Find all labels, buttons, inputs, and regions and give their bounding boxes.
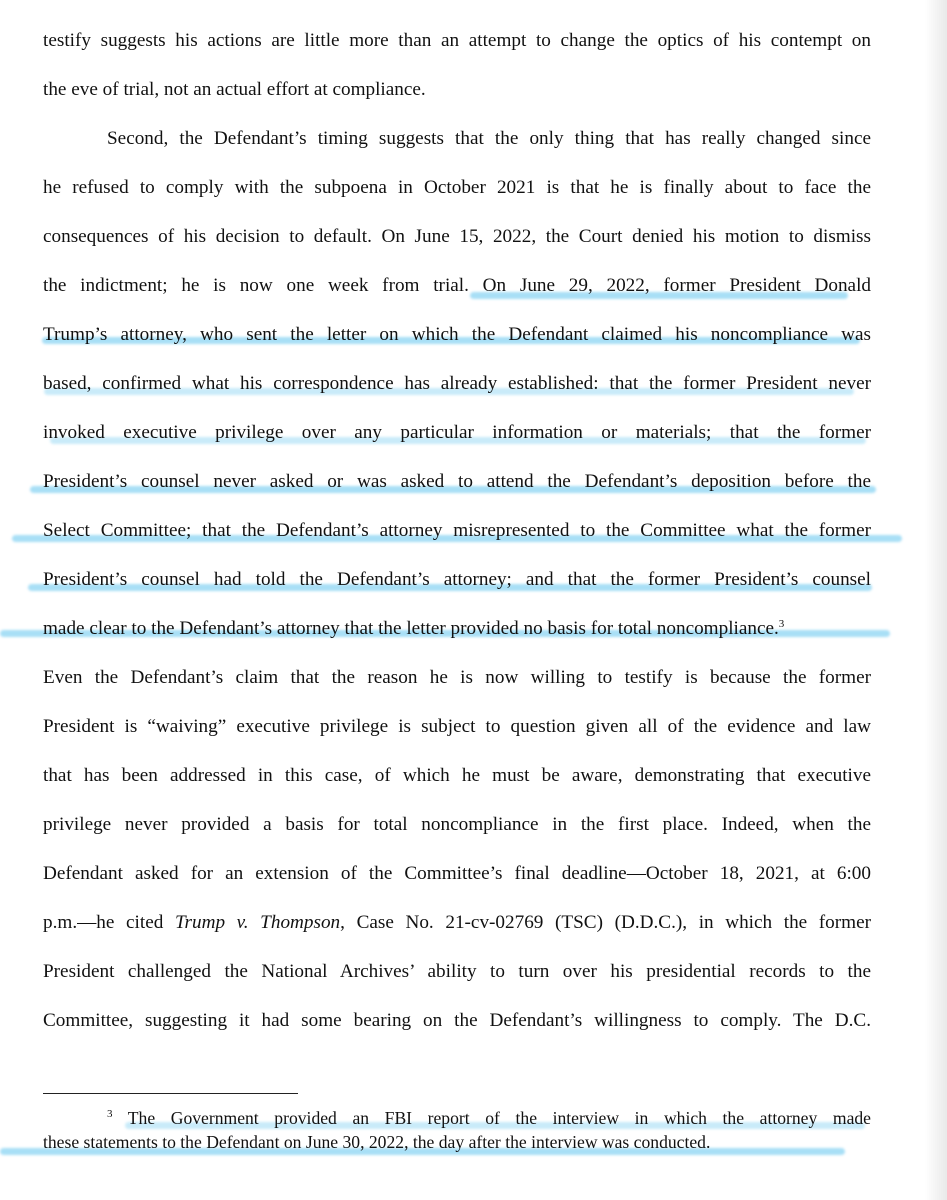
text-line: based, confirmed what his correspondence has already established: that the former President never bbox=[43, 373, 871, 394]
text-line: consequences of his decision to default. On June 15, 2022, the Court denied his motion to dismiss bbox=[43, 226, 871, 247]
text-segment: , Case No. 21-cv-02769 (TSC) (D.D.C.), in which the former bbox=[340, 912, 871, 933]
text-line: President is “waiving” executive privilege is subject to question given all of the evidence and law bbox=[43, 716, 871, 737]
text-line: President challenged the National Archives’ ability to turn over his presidential records to the bbox=[43, 961, 871, 982]
text-line bbox=[43, 617, 871, 641]
text-line: Even the Defendant’s claim that the reason he is now willing to testify is because the former bbox=[43, 667, 871, 688]
footnote-number: 3 bbox=[107, 1108, 113, 1120]
text-line: Trump’s attorney, who sent the letter on which the Defendant claimed his noncompliance was bbox=[43, 324, 871, 345]
footnote-line: these statements to the Defendant on June 30, 2022, the day after the interview was conducted. bbox=[43, 1132, 711, 1152]
text-line: testify suggests his actions are little more than an attempt to change the optics of his contempt on bbox=[43, 30, 871, 51]
footnote-line bbox=[107, 1107, 871, 1129]
footnote-divider bbox=[43, 1093, 298, 1094]
text-line: invoked executive privilege over any particular information or materials; that the former bbox=[43, 422, 871, 443]
text-line: President’s counsel had told the Defendant’s attorney; and that the former President’s counsel bbox=[43, 569, 871, 590]
text-line: Committee, suggesting it had some bearing on the Defendant’s willingness to comply. The D.C. bbox=[43, 1010, 871, 1031]
page-edge-shadow bbox=[925, 0, 947, 1200]
footnote-reference[interactable]: 3 bbox=[778, 618, 785, 630]
text-line: the indictment; he is now one week from trial. On June 29, 2022, former President Donald bbox=[43, 275, 871, 296]
text-line bbox=[43, 911, 871, 935]
text-line: privilege never provided a basis for total noncompliance in the first place. Indeed, when the bbox=[43, 814, 871, 835]
footnote-text: The Government provided an FBI report of the interview in which the attorney made bbox=[127, 1108, 871, 1128]
text-line: the eve of trial, not an actual effort at compliance. bbox=[43, 79, 426, 100]
text-line-content: made clear to the Defendant’s attorney that the letter provided no basis for total noncompliance. bbox=[43, 618, 779, 639]
text-line: Select Committee; that the Defendant’s attorney misrepresented to the Committee what the former bbox=[43, 520, 871, 541]
text-line: President’s counsel never asked or was asked to attend the Defendant’s deposition before the bbox=[43, 471, 871, 492]
text-line: he refused to comply with the subpoena in October 2021 is that he is finally about to face the bbox=[43, 177, 871, 198]
text-line: that has been addressed in this case, of which he must be aware, demonstrating that executive bbox=[43, 765, 871, 786]
case-name: Trump v. Thompson bbox=[174, 912, 341, 933]
text-line: Second, the Defendant’s timing suggests that the only thing that has really changed since bbox=[107, 128, 871, 149]
text-line: Defendant asked for an extension of the Committee’s final deadline—October 18, 2021, at 6:00 bbox=[43, 863, 871, 884]
text-segment: p.m.—he cited bbox=[43, 912, 175, 933]
